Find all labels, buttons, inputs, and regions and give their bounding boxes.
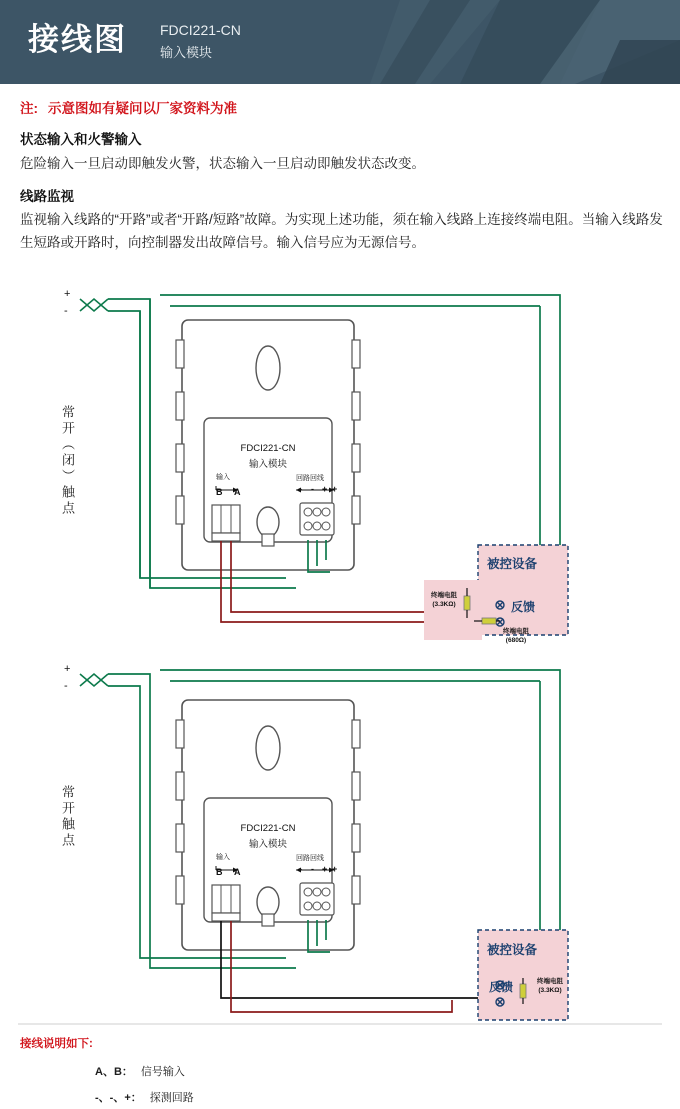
device-title-1: 被控设备 <box>487 557 538 571</box>
polarity-plus-1: + <box>64 288 71 300</box>
module-type-2: 输入模块 <box>248 839 287 850</box>
legend-key-1: A、B： <box>95 1066 133 1078</box>
terminal-b-1: B <box>216 487 223 497</box>
contact-label-2: 常开触点 <box>60 785 75 849</box>
device-title-2: 被控设备 <box>487 943 538 957</box>
section-2-body: 监视输入线路的“开路”或者“开路/短路”故障。为实现上述功能，须在输入线路上连接终端电阻。当输入线路发生短路或开路时，向控制器发出故障信号。输入信号应为无源信号。 <box>20 212 663 250</box>
note-text: 示意图如有疑问以厂家资料为准 <box>48 101 237 116</box>
legend-row-1 <box>95 1063 185 1079</box>
loop-minus-1a: - <box>299 484 302 494</box>
terminal-b-2: B <box>216 867 223 877</box>
header-module: 输入模块 <box>160 45 213 60</box>
resistor-2-value: (680Ω) <box>505 637 527 644</box>
legend-value-2: 探测回路 <box>149 1092 194 1104</box>
section-1-body: 危险输入一旦启动即触发火警，状态输入一旦启动即触发状态改变。 <box>20 156 425 171</box>
resistor-3-value: (3.3KΩ) <box>538 987 562 994</box>
loop-minus-2a: - <box>299 864 302 874</box>
device-feedback-2: 反馈 <box>489 980 514 994</box>
header-model: FDCI221-CN <box>160 22 241 38</box>
input-arrow-label-2: 输入 <box>216 854 230 861</box>
twisted-pair-2 <box>80 674 108 686</box>
resistor-1-value: (3.3KΩ) <box>432 601 456 608</box>
polarity-plus-2: + <box>64 663 71 675</box>
legend-title: 接线说明如下: <box>20 1038 93 1050</box>
polarity-minus-1: - <box>64 305 68 317</box>
loop-label-1: 回路回线 <box>296 475 324 482</box>
resistor-2-name: 终端电阻 <box>503 628 529 635</box>
legend-key-2: -、-、+： <box>95 1092 142 1104</box>
contact-label-1: 常开（闭）触点 <box>60 405 75 517</box>
section-2-heading: 线路监视 <box>20 189 74 204</box>
input-arrow-label-1: 输入 <box>216 474 230 481</box>
loop-plus-1b: + <box>332 484 338 494</box>
loop-minus-2b: - <box>311 864 314 874</box>
twisted-pair-1 <box>80 299 108 311</box>
polarity-minus-2: - <box>64 680 68 692</box>
loop-plus-2a: + <box>322 864 328 874</box>
legend-value-1: 信号输入 <box>140 1066 185 1078</box>
loop-plus-2b: + <box>332 864 338 874</box>
note-label: 注: <box>20 101 38 116</box>
loop-label-2: 回路回线 <box>296 855 324 862</box>
loop-plus-1a: + <box>322 484 328 494</box>
module-name-1: FDCI221-CN <box>240 443 296 454</box>
section-1-heading: 状态输入和火警输入 <box>20 132 142 147</box>
terminal-a-1: A <box>234 487 241 497</box>
terminal-a-2: A <box>234 867 241 877</box>
module-name-2: FDCI221-CN <box>240 823 296 834</box>
loop-minus-1b: - <box>311 484 314 494</box>
resistor-3-name: 终端电阻 <box>537 978 563 985</box>
module-type-1: 输入模块 <box>248 459 287 470</box>
device-feedback-1: 反馈 <box>511 600 536 614</box>
page-title: 接线图 <box>28 22 127 57</box>
resistor-1-name: 终端电阻 <box>431 592 457 599</box>
legend-row-2 <box>95 1089 194 1105</box>
